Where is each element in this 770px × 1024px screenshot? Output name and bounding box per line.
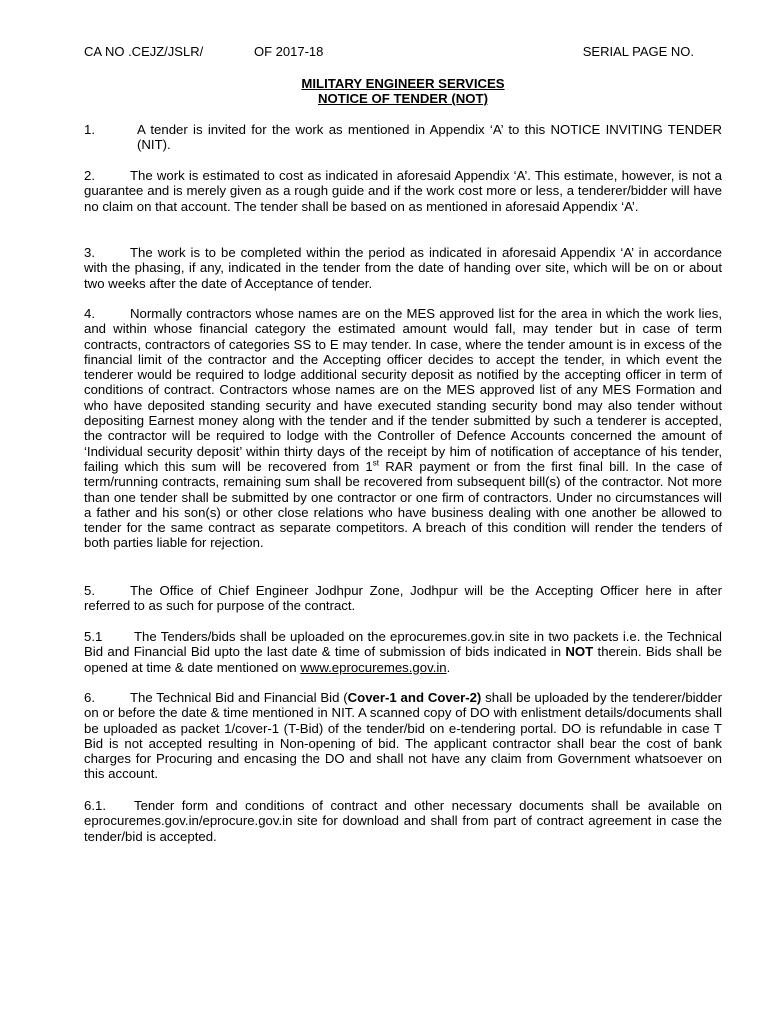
paragraph-text: The work is to be completed within the period as indicated in aforesaid Appendix ‘A’ in accordance with the phasing, if any, indicated in the tender from the date of handing over site, which will be on or about two weeks after the date of Acceptance of tender. bbox=[84, 245, 722, 291]
cover-bold-text: Cover-1 and Cover-2) bbox=[347, 690, 482, 705]
paragraph-text: A tender is invited for the work as mentioned in Appendix ‘A’ to this NOTICE INVITING TENDER (NIT). bbox=[137, 122, 722, 153]
superscript-st: st bbox=[372, 458, 379, 468]
paragraph-6 bbox=[84, 690, 722, 782]
paragraph-6-1 bbox=[84, 798, 722, 844]
paragraph-text-b: RAR payment or from the first final bill. In the case of term/running contracts, remaining sum shall be recovered from subsequent bill(s) of the contractor. Not more than one tender shall be submitted by one contractor or one firm of contractors. Under no circumstances will a father and his son(s) or other close relations who have business dealing with one another be allowed to tender for the same contract as separate competitors. A breach of this condition will render the tenders of both parties liable for rejection. bbox=[84, 458, 722, 551]
paragraph-number: 4. bbox=[84, 306, 95, 321]
paragraph-text-a: The Tenders/bids shall be uploaded on the eprocuremes.gov.in site in two packets i.e. the Technical Bid and Financial Bid upto the last date & time of submission of bids indicated in bbox=[84, 629, 722, 660]
paragraph-5-1 bbox=[84, 629, 722, 675]
paragraph-number: 1. bbox=[84, 122, 95, 137]
paragraph-text: The work is estimated to cost as indicated in aforesaid Appendix ‘A’. This estimate, however, is not a guarantee and is merely given as a rough guide and if the work cost more or less, a tenderer/bidder will have no claim on that account. The tender shall be based on as mentioned in aforesaid Appendix ‘A’. bbox=[84, 168, 722, 214]
paragraph-number: 2. bbox=[84, 168, 95, 183]
not-bold-text: NOT bbox=[565, 644, 594, 660]
paragraph-number: 5. bbox=[84, 583, 95, 598]
paragraph-number: 5.1 bbox=[84, 629, 103, 644]
paragraph-2 bbox=[84, 168, 722, 214]
paragraph-text-a: Normally contractors whose names are on the MES approved list for the area in which the work lies, and within whose financial category the estimated amount would fall, may tender but in case of term contracts, contractors of categories SS to E may tender. In case, where the tender amount is in excess of the financial limit of the contractor and the Accepting officer decides to accept the tender, in which event the tenderer would be required to lodge additional security deposit as notified by the accepting officer in term of conditions of contract. Contractors whose names are on the MES approved list of any MES Formation and who have deposited standing security and have executed standing security bond may also tender without depositing Earnest money along with the tender and if the tender submitted by such a tenderer is accepted, the contractor will be required to lodge with the Controller of Defence Accounts concerned the amount of ‘Individual security deposit’ within thirty days of the receipt by him of notification of acceptance of his tender, failing which this sum will be recovered from 1 bbox=[84, 306, 722, 474]
paragraph-text-a: The Technical Bid and Financial Bid ( bbox=[130, 690, 348, 705]
paragraph-number: 6.1. bbox=[84, 798, 106, 813]
document-header bbox=[84, 44, 722, 60]
paragraph-text: The Office of Chief Engineer Jodhpur Zone, Jodhpur will be the Accepting Officer here in after referred to as such for purpose of the contract. bbox=[84, 583, 722, 614]
paragraph-text: Tender form and conditions of contract and other necessary documents shall be available on eprocuremes.gov.in/eprocure.gov.in site for download and shall from part of contract agreement in case the tender/bid is accepted. bbox=[84, 798, 722, 844]
serial-page-number: SERIAL PAGE NO. bbox=[582, 44, 694, 59]
paragraph-number: 6. bbox=[84, 690, 95, 705]
contract-year: OF 2017-18 bbox=[254, 44, 324, 59]
paragraph-5 bbox=[84, 583, 722, 614]
document-title bbox=[84, 76, 722, 106]
paragraph-1 bbox=[84, 122, 722, 153]
paragraph-number: 3. bbox=[84, 245, 95, 260]
paragraph-4 bbox=[84, 306, 722, 551]
title-line-2: NOTICE OF TENDER (NOT) bbox=[318, 91, 488, 106]
paragraph-text-b: therein. Bids shall be opened at time & date mentioned on bbox=[84, 644, 722, 675]
contract-number: CA NO .CEJZ/JSLR/ bbox=[84, 44, 204, 59]
paragraph-text-b: shall be uploaded by the tenderer/bidder on or before the date & time mentioned in NIT. A scanned copy of DO with enlistment details/documents shall be uploaded as packet 1/cover-1 (T-Bid) of the tender/bid on e-tendering portal. DO is refundable in case T Bid is not accepted resulting in Non-opening of bid. The applicant contractor shall bear the cost of bank charges for Procuring and encasing the DO and shall not have any claim from Government whatsoever on this account. bbox=[84, 690, 722, 782]
paragraph-3 bbox=[84, 245, 722, 291]
eprocure-link[interactable]: www.eprocuremes.gov.in bbox=[300, 659, 447, 675]
paragraph-text-c: . bbox=[446, 659, 451, 675]
title-line-1: MILITARY ENGINEER SERVICES bbox=[301, 76, 505, 91]
